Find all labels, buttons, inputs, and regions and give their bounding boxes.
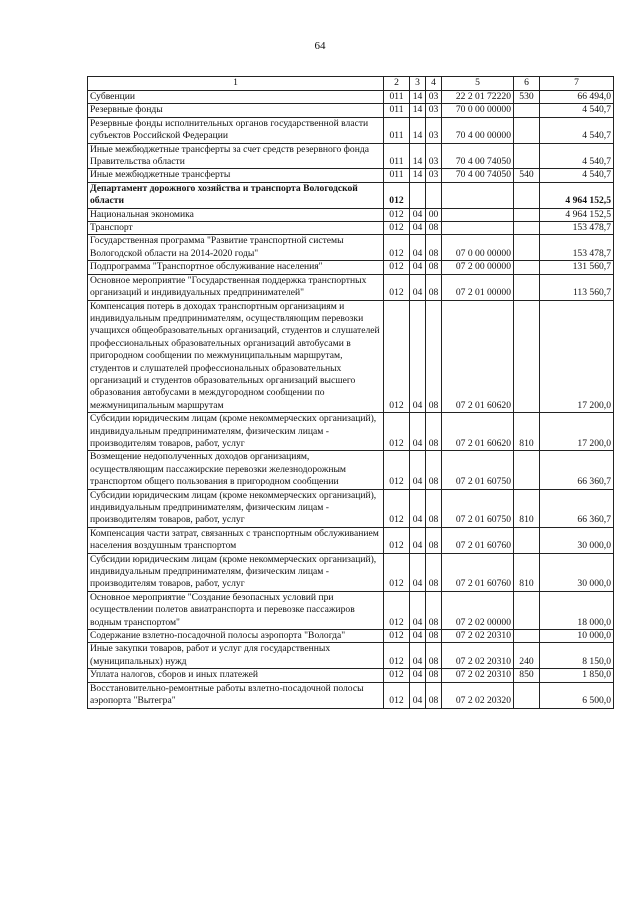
row-expense-type-cell: [514, 274, 540, 300]
row-amount-cell: 6 500,0: [540, 682, 614, 708]
row-amount-cell: 4 964 152,5: [540, 182, 614, 208]
row-subsection-cell: 08: [426, 527, 442, 553]
row-subsection-cell: 08: [426, 413, 442, 451]
row-admin-code-cell: 012: [384, 413, 410, 451]
row-expense-type-cell: 810: [514, 489, 540, 527]
row-section-cell: 04: [410, 274, 426, 300]
row-admin-code-cell: 012: [384, 591, 410, 629]
table-row: [88, 182, 614, 208]
row-admin-code-cell: 012: [384, 527, 410, 553]
row-subsection-cell: 08: [426, 669, 442, 682]
row-subsection-cell: 08: [426, 274, 442, 300]
row-section-cell: 04: [410, 208, 426, 221]
row-amount-cell: 8 150,0: [540, 643, 614, 669]
row-admin-code-cell: 012: [384, 489, 410, 527]
row-amount-cell: 131 560,7: [540, 261, 614, 274]
row-expense-type-cell: [514, 143, 540, 169]
row-name-cell: Восстановительно-ремонтные работы взлетно-посадочной полосы аэропорта "Вытегра": [88, 682, 384, 708]
table-row: [88, 591, 614, 629]
row-amount-cell: 1 850,0: [540, 669, 614, 682]
row-subsection-cell: 00: [426, 208, 442, 221]
row-expense-type-cell: [514, 117, 540, 143]
row-amount-cell: 66 494,0: [540, 91, 614, 104]
row-amount-cell: 4 540,7: [540, 104, 614, 117]
row-target-article-cell: 07 0 00 00000: [442, 235, 514, 261]
row-amount-cell: 113 560,7: [540, 274, 614, 300]
table-row: [88, 117, 614, 143]
row-expense-type-cell: 850: [514, 669, 540, 682]
header-cell: 3: [410, 77, 426, 91]
row-admin-code-cell: 012: [384, 553, 410, 591]
row-amount-cell: 30 000,0: [540, 527, 614, 553]
row-name-cell: Национальная экономика: [88, 208, 384, 221]
row-subsection-cell: [426, 182, 442, 208]
table-row: [88, 669, 614, 682]
row-name-cell: Уплата налогов, сборов и иных платежей: [88, 669, 384, 682]
table-row: [88, 235, 614, 261]
table-row: [88, 261, 614, 274]
row-target-article-cell: 70 4 00 74050: [442, 169, 514, 182]
row-expense-type-cell: 810: [514, 553, 540, 591]
row-admin-code-cell: 011: [384, 117, 410, 143]
table-row: [88, 682, 614, 708]
row-amount-cell: 4 540,7: [540, 117, 614, 143]
row-subsection-cell: 08: [426, 643, 442, 669]
row-name-cell: Основное мероприятие "Создание безопасных условий при осуществлении полетов авиатранспорта и перевозке пассажиров водным транспортом": [88, 591, 384, 629]
row-target-article-cell: 07 2 01 60620: [442, 300, 514, 413]
row-section-cell: 04: [410, 527, 426, 553]
row-amount-cell: 4 540,7: [540, 169, 614, 182]
row-target-article-cell: 07 2 01 00000: [442, 274, 514, 300]
row-target-article-cell: 07 2 02 20310: [442, 630, 514, 643]
row-subsection-cell: 08: [426, 553, 442, 591]
row-admin-code-cell: 012: [384, 451, 410, 489]
table-header-row: [88, 77, 614, 91]
row-name-cell: Иные межбюджетные трансферты: [88, 169, 384, 182]
row-target-article-cell: 22 2 01 72220: [442, 91, 514, 104]
row-section-cell: 04: [410, 261, 426, 274]
row-expense-type-cell: [514, 527, 540, 553]
row-amount-cell: 17 200,0: [540, 413, 614, 451]
table-row: [88, 527, 614, 553]
row-target-article-cell: [442, 182, 514, 208]
row-name-cell: Содержание взлетно-посадочной полосы аэропорта "Вологда": [88, 630, 384, 643]
row-target-article-cell: 70 0 00 00000: [442, 104, 514, 117]
row-expense-type-cell: [514, 451, 540, 489]
row-section-cell: 14: [410, 169, 426, 182]
row-expense-type-cell: [514, 222, 540, 235]
row-section-cell: 04: [410, 643, 426, 669]
table-row: [88, 413, 614, 451]
row-subsection-cell: 08: [426, 630, 442, 643]
row-expense-type-cell: 240: [514, 643, 540, 669]
row-subsection-cell: 08: [426, 222, 442, 235]
row-name-cell: Департамент дорожного хозяйства и транспорта Вологодской области: [88, 182, 384, 208]
header-cell: 6: [514, 77, 540, 91]
row-section-cell: 04: [410, 300, 426, 413]
row-subsection-cell: 08: [426, 261, 442, 274]
row-name-cell: Компенсация потерь в доходах транспортным организациям и индивидуальным предпринимателям, осуществляющим перевозки учащихся общеобразовательных организаций, студентов и слушателей профессиональных образовательных организаций автобусами в пригородном сообщении по межмуниципальным маршрутам, студентов и слушателей профессиональных образовательных организаций и студентов образовательных организаций высшего образования автобусами в междугородном сообщении по межмуниципальным маршрутам: [88, 300, 384, 413]
row-section-cell: 04: [410, 235, 426, 261]
row-amount-cell: 18 000,0: [540, 591, 614, 629]
row-expense-type-cell: [514, 300, 540, 413]
table-row: [88, 489, 614, 527]
row-subsection-cell: 08: [426, 300, 442, 413]
row-subsection-cell: 03: [426, 143, 442, 169]
row-target-article-cell: 07 2 01 60750: [442, 451, 514, 489]
table-row: [88, 274, 614, 300]
row-subsection-cell: 08: [426, 489, 442, 527]
table-row: [88, 169, 614, 182]
row-name-cell: Субвенции: [88, 91, 384, 104]
row-target-article-cell: 07 2 00 00000: [442, 261, 514, 274]
header-cell: 5: [442, 77, 514, 91]
table-row: [88, 208, 614, 221]
row-expense-type-cell: [514, 182, 540, 208]
row-name-cell: Субсидии юридическим лицам (кроме некоммерческих организаций), индивидуальным предпринимателям, физическим лицам - производителям товаров, работ, услуг: [88, 553, 384, 591]
row-admin-code-cell: 012: [384, 208, 410, 221]
row-admin-code-cell: 012: [384, 630, 410, 643]
table-row: [88, 300, 614, 413]
row-expense-type-cell: [514, 104, 540, 117]
table-row: [88, 451, 614, 489]
row-section-cell: 04: [410, 682, 426, 708]
row-target-article-cell: 07 2 01 60760: [442, 553, 514, 591]
row-target-article-cell: 07 2 02 20320: [442, 682, 514, 708]
row-name-cell: Резервные фонды исполнительных органов государственной власти субъектов Российской Федерации: [88, 117, 384, 143]
header-cell: 2: [384, 77, 410, 91]
row-expense-type-cell: [514, 235, 540, 261]
header-cell: 7: [540, 77, 614, 91]
row-amount-cell: 153 478,7: [540, 222, 614, 235]
row-section-cell: 04: [410, 553, 426, 591]
row-amount-cell: 4 540,7: [540, 143, 614, 169]
row-target-article-cell: 07 2 01 60750: [442, 489, 514, 527]
page-number: 64: [314, 40, 326, 52]
row-admin-code-cell: 011: [384, 169, 410, 182]
row-name-cell: Субсидии юридическим лицам (кроме некоммерческих организаций), индивидуальным предпринимателям, физическим лицам - производителям товаров, работ, услуг: [88, 489, 384, 527]
row-section-cell: 14: [410, 91, 426, 104]
row-amount-cell: 66 360,7: [540, 489, 614, 527]
row-admin-code-cell: 012: [384, 261, 410, 274]
row-name-cell: Резервные фонды: [88, 104, 384, 117]
row-admin-code-cell: 011: [384, 104, 410, 117]
row-target-article-cell: 70 4 00 00000: [442, 117, 514, 143]
table-row: [88, 143, 614, 169]
row-expense-type-cell: [514, 591, 540, 629]
row-section-cell: 04: [410, 630, 426, 643]
row-subsection-cell: 03: [426, 117, 442, 143]
row-name-cell: Государственная программа "Развитие транспортной системы Вологодской области на 2014-2020 годы": [88, 235, 384, 261]
row-target-article-cell: 07 2 02 00000: [442, 591, 514, 629]
row-expense-type-cell: [514, 261, 540, 274]
table-row: [88, 643, 614, 669]
row-amount-cell: 30 000,0: [540, 553, 614, 591]
row-section-cell: 04: [410, 451, 426, 489]
row-expense-type-cell: [514, 630, 540, 643]
row-amount-cell: 66 360,7: [540, 451, 614, 489]
row-target-article-cell: [442, 222, 514, 235]
row-expense-type-cell: [514, 208, 540, 221]
row-admin-code-cell: 012: [384, 235, 410, 261]
table-row: [88, 630, 614, 643]
row-section-cell: [410, 182, 426, 208]
table-row: [88, 104, 614, 117]
table-row: [88, 222, 614, 235]
row-admin-code-cell: 012: [384, 643, 410, 669]
row-amount-cell: 10 000,0: [540, 630, 614, 643]
row-expense-type-cell: 530: [514, 91, 540, 104]
row-amount-cell: 17 200,0: [540, 300, 614, 413]
row-subsection-cell: 08: [426, 235, 442, 261]
row-name-cell: Компенсация части затрат, связанных с транспортным обслуживанием населения воздушным транспортом: [88, 527, 384, 553]
row-name-cell: Основное мероприятие "Государственная поддержка транспортных организаций и индивидуальных предпринимателей": [88, 274, 384, 300]
row-expense-type-cell: [514, 682, 540, 708]
header-cell: 1: [88, 77, 384, 91]
row-section-cell: 14: [410, 117, 426, 143]
row-target-article-cell: 07 2 01 60620: [442, 413, 514, 451]
row-name-cell: Иные межбюджетные трансферты за счет средств резервного фонда Правительства области: [88, 143, 384, 169]
row-admin-code-cell: 012: [384, 182, 410, 208]
row-name-cell: Субсидии юридическим лицам (кроме некоммерческих организаций), индивидуальным предпринимателям, физическим лицам - производителям товаров, работ, услуг: [88, 413, 384, 451]
row-section-cell: 14: [410, 143, 426, 169]
row-target-article-cell: 70 4 00 74050: [442, 143, 514, 169]
row-admin-code-cell: 012: [384, 682, 410, 708]
row-admin-code-cell: 011: [384, 91, 410, 104]
row-name-cell: Иные закупки товаров, работ и услуг для государственных (муниципальных) нужд: [88, 643, 384, 669]
row-admin-code-cell: 012: [384, 300, 410, 413]
row-subsection-cell: 08: [426, 682, 442, 708]
row-expense-type-cell: 810: [514, 413, 540, 451]
row-subsection-cell: 03: [426, 104, 442, 117]
row-section-cell: 04: [410, 222, 426, 235]
row-target-article-cell: 07 2 02 20310: [442, 643, 514, 669]
row-subsection-cell: 08: [426, 451, 442, 489]
table-row: [88, 553, 614, 591]
budget-table: [87, 76, 614, 709]
row-name-cell: Возмещение недополученных доходов организациям, осуществляющим пассажирские перевозки железнодорожным транспортом общего пользования в пригородном сообщении: [88, 451, 384, 489]
table-row: [88, 91, 614, 104]
row-amount-cell: 153 478,7: [540, 235, 614, 261]
header-cell: 4: [426, 77, 442, 91]
row-subsection-cell: 03: [426, 91, 442, 104]
row-admin-code-cell: 012: [384, 274, 410, 300]
row-section-cell: 04: [410, 591, 426, 629]
row-expense-type-cell: 540: [514, 169, 540, 182]
row-section-cell: 04: [410, 413, 426, 451]
row-admin-code-cell: 012: [384, 669, 410, 682]
row-admin-code-cell: 011: [384, 143, 410, 169]
row-amount-cell: 4 964 152,5: [540, 208, 614, 221]
row-subsection-cell: 08: [426, 591, 442, 629]
row-admin-code-cell: 012: [384, 222, 410, 235]
row-section-cell: 04: [410, 669, 426, 682]
row-section-cell: 04: [410, 489, 426, 527]
row-name-cell: Транспорт: [88, 222, 384, 235]
row-target-article-cell: [442, 208, 514, 221]
row-subsection-cell: 03: [426, 169, 442, 182]
row-target-article-cell: 07 2 01 60760: [442, 527, 514, 553]
row-name-cell: Подпрограмма "Транспортное обслуживание населения": [88, 261, 384, 274]
row-section-cell: 14: [410, 104, 426, 117]
row-target-article-cell: 07 2 02 20310: [442, 669, 514, 682]
